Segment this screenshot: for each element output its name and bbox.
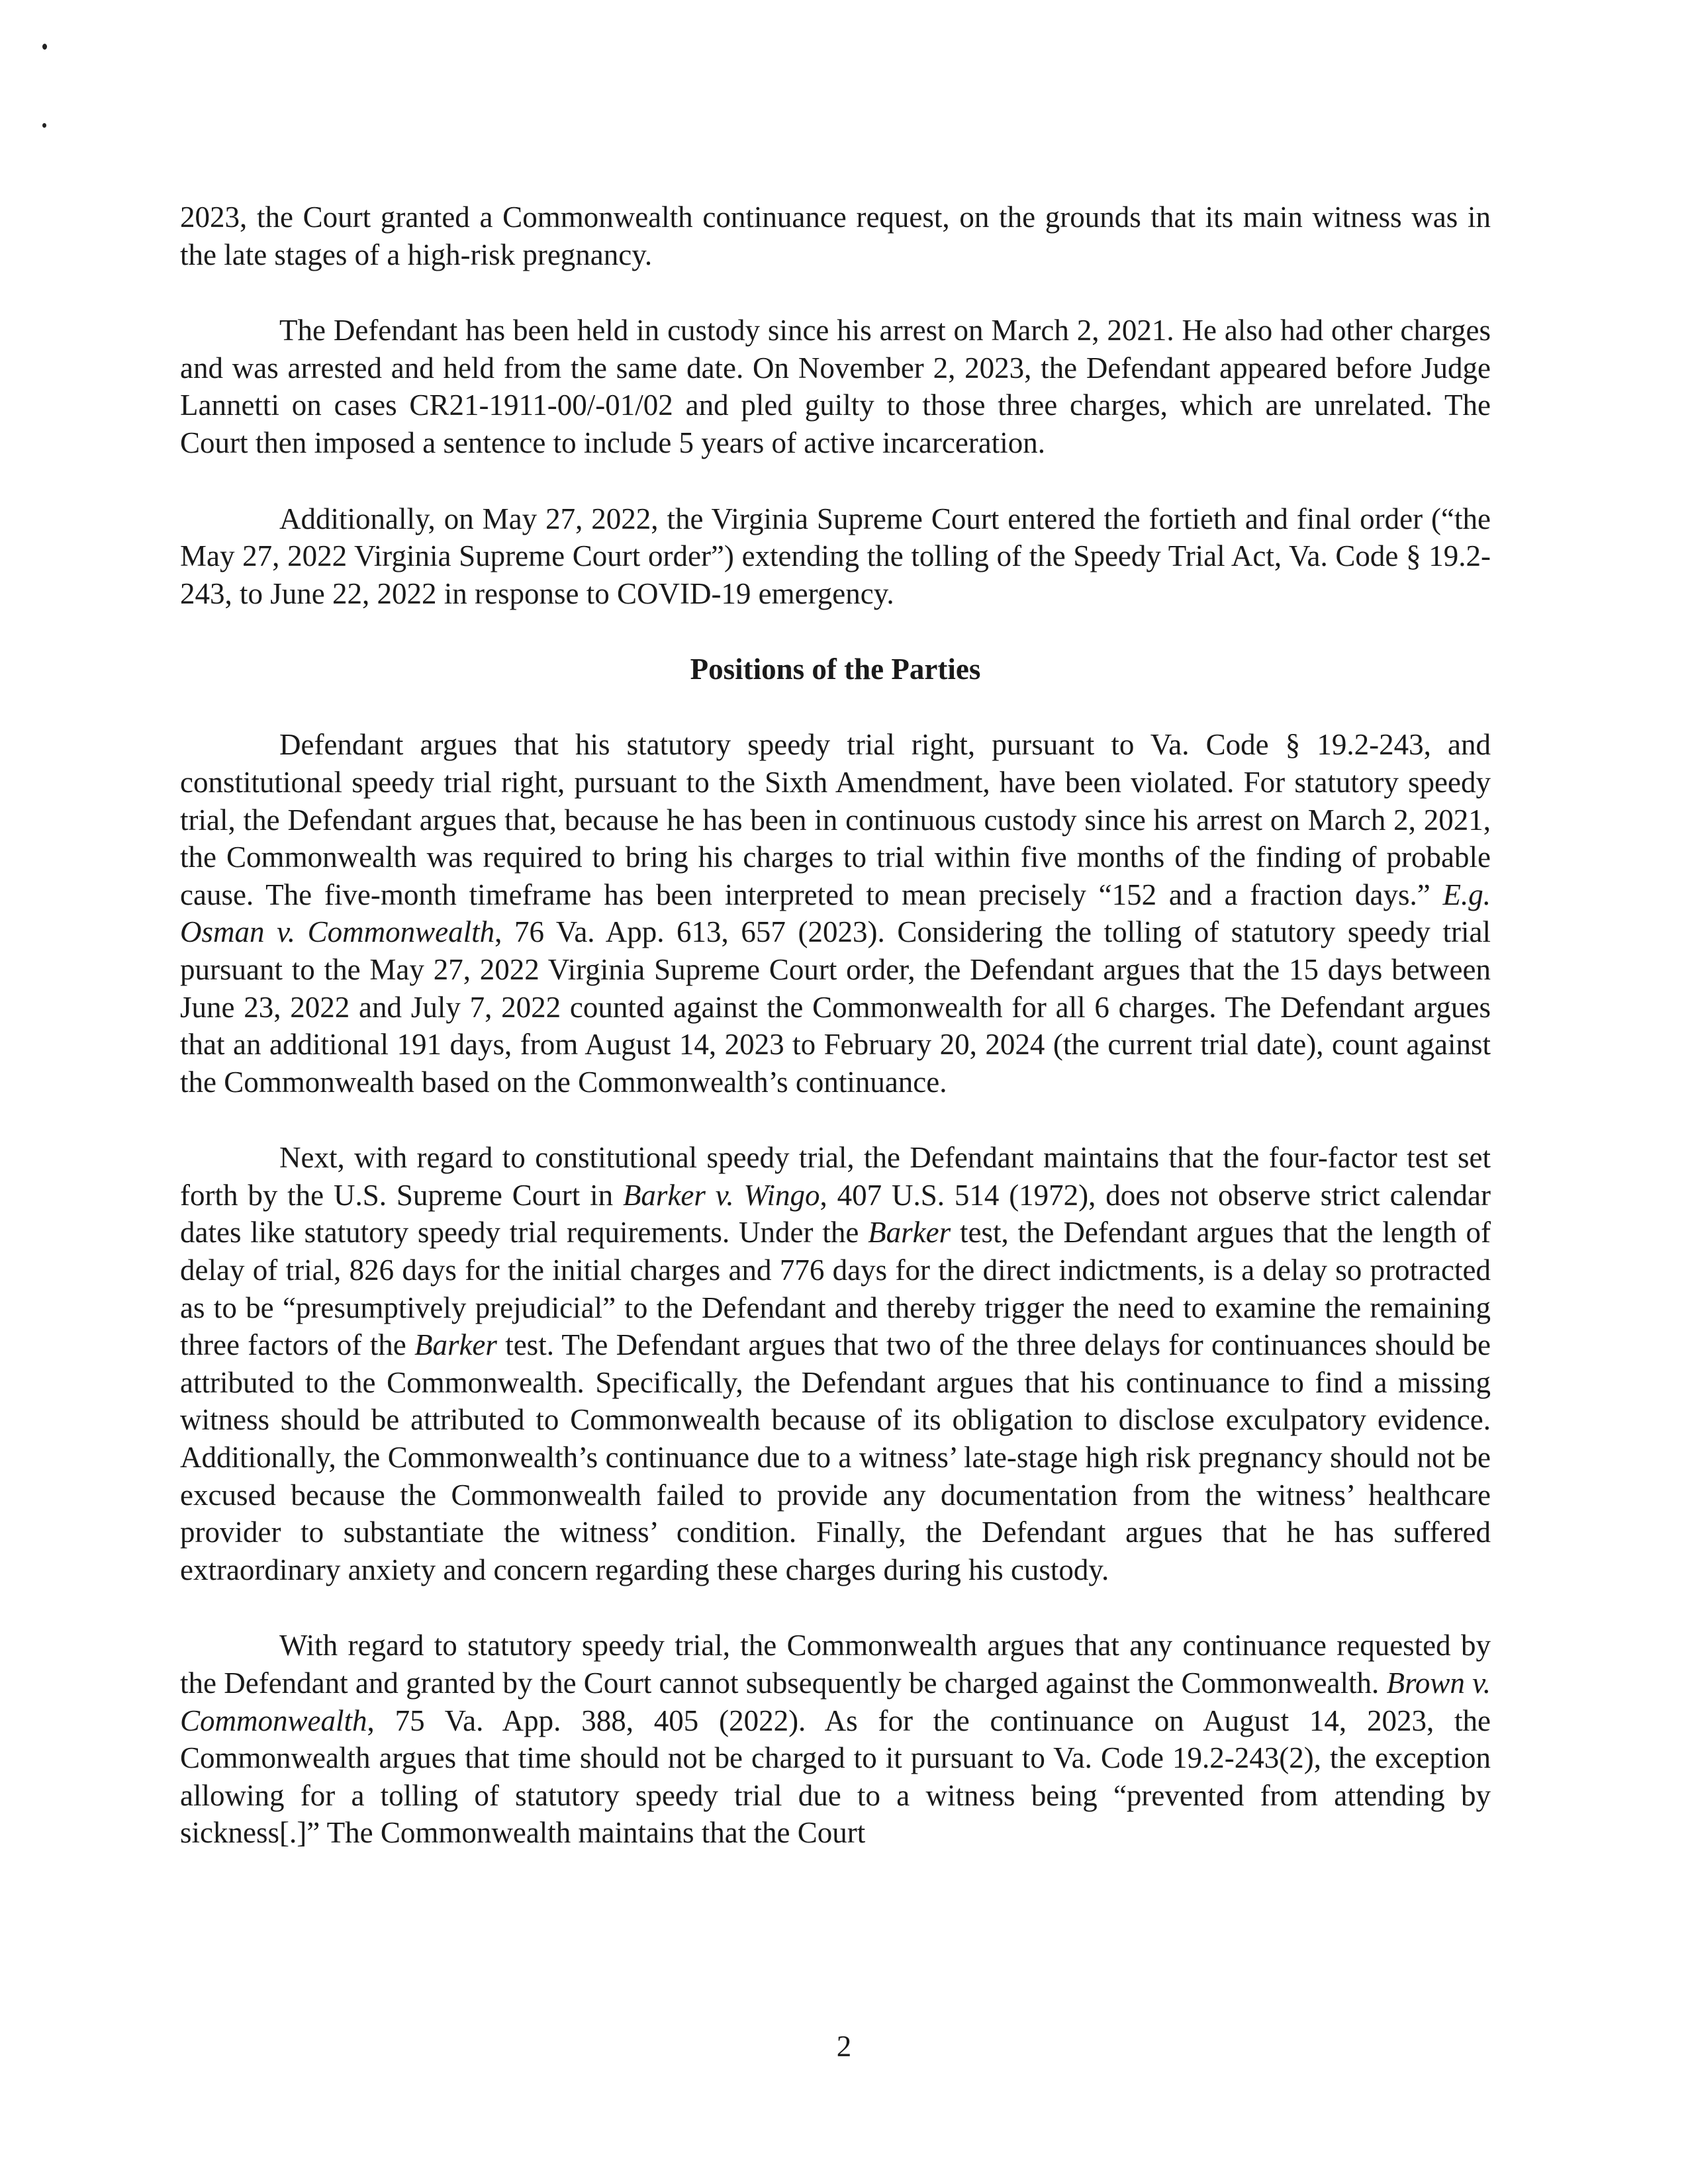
text-run: With regard to statutory speedy trial, the Commonwealth argues that any continuance requested by the Defendant and granted by the Court cannot subsequently be charged against the Commonwealth. — [180, 1629, 1491, 1700]
section-heading: Positions of the Parties — [690, 653, 981, 686]
case-citation: Barker v. Wingo — [622, 1178, 820, 1212]
case-citation: E.g. Osman v. Commonwealth — [180, 878, 1491, 949]
case-citation: Barker — [868, 1216, 951, 1250]
document-body — [180, 199, 1491, 1890]
text-run: , 75 Va. App. 388, 405 (2022). As for the continuance on August 14, 2023, the Commonwealth argues that time should not be charged to it pursuant to Va. Code 19.2-243(2), the exception allowing for a tolling of statutory speedy trial due to a witness being “prevented from attending by sickness[.]” The Commonwealth maintains that the Court — [180, 1704, 1491, 1850]
text-run: Next, with regard to constitutional speedy trial, the Defendant maintains that the four-factor test set forth by the U.S. Supreme Court in — [180, 1141, 1491, 1212]
text-run: , 76 Va. App. 613, 657 (2023). Considering the tolling of statutory speedy trial pursuant to the May 27, 2022 Virginia Supreme Court order, the Defendant argues that the 15 days between June 23, 2022 and July 7, 2022 counted against the Commonwealth for all 6 charges. The Defendant argues that an additional 191 days, from August 14, 2023 to February 20, 2024 (the current trial date), count against the Commonwealth based on the Commonwealth’s continuance. — [180, 915, 1491, 1099]
text-run: , 407 U.S. 514 (1972), does not observe strict calendar dates like statutory speedy trial requirements. Under the — [180, 1178, 1491, 1250]
paragraph-defendant-statutory — [180, 726, 1491, 1101]
case-citation: Brown v. Commonwealth — [180, 1666, 1491, 1737]
paragraph-tolling-order: Additionally, on May 27, 2022, the Virginia Supreme Court entered the fortieth and final order (“the May 27, 2022 Virginia Supreme Court order”) extending the tolling of the Speedy Trial Act, Va. Code § 19.2-243, to June 22, 2022 in response to COVID-19 emergency. — [180, 502, 1491, 610]
case-citation: Barker — [414, 1328, 497, 1362]
text-run: test, the Defendant argues that the length of delay of trial, 826 days for the initial charges and 776 days for the direct indictments, is a delay so protracted as to be “presumptively prejudicial” to the Defendant and thereby trigger the need to examine the remaining three factors of the — [180, 1216, 1491, 1362]
scan-speck — [42, 44, 47, 50]
text-run: Defendant argues that his statutory speedy trial right, pursuant to Va. Code § 19.2-243, and constitutional speedy trial right, pursuant to the Sixth Amendment, have been violated. For statutory speedy trial, the Defendant argues that, because he has been in continuous custody since his arrest on March 2, 2021, the Commonwealth was required to bring his charges to trial within five months of the finding of probable cause. The five-month timeframe has been interpreted to mean precisely “152 and a fraction days.” — [180, 728, 1491, 911]
paragraph-continuation: 2023, the Court granted a Commonwealth continuance request, on the grounds that its main witness was in the late stages of a high-risk pregnancy. — [180, 201, 1491, 271]
text-run: test. The Defendant argues that two of the three delays for continuances should be attributed to the Commonwealth. Specifically, the Defendant argues that his continuance to find a missing witness should be attributed to Commonwealth because of its obligation to disclose exculpatory evidence. Additionally, the Commonwealth’s continuance due to a witness’ late-stage high risk pregnancy should not be excused because the Commonwealth failed to provide any documentation from the witness’ healthcare provider to substantiate the witness’ condition. Finally, the Defendant argues that he has suffered extraordinary anxiety and concern regarding these charges during his custody. — [180, 1328, 1491, 1586]
paragraph-commonwealth-statutory — [180, 1627, 1491, 1852]
page-number: 2 — [836, 2030, 852, 2063]
scan-speck — [42, 123, 46, 128]
paragraph-custody: The Defendant has been held in custody since his arrest on March 2, 2021. He also had other charges and was arrested and held from the same date. On November 2, 2023, the Defendant appeared before Judge Lannetti on cases CR21-1911-00/-01/02 and pled guilty to those three charges, which are unrelated. The Court then imposed a sentence to include 5 years of active incarceration. — [180, 314, 1491, 459]
paragraph-defendant-constitutional — [180, 1139, 1491, 1588]
